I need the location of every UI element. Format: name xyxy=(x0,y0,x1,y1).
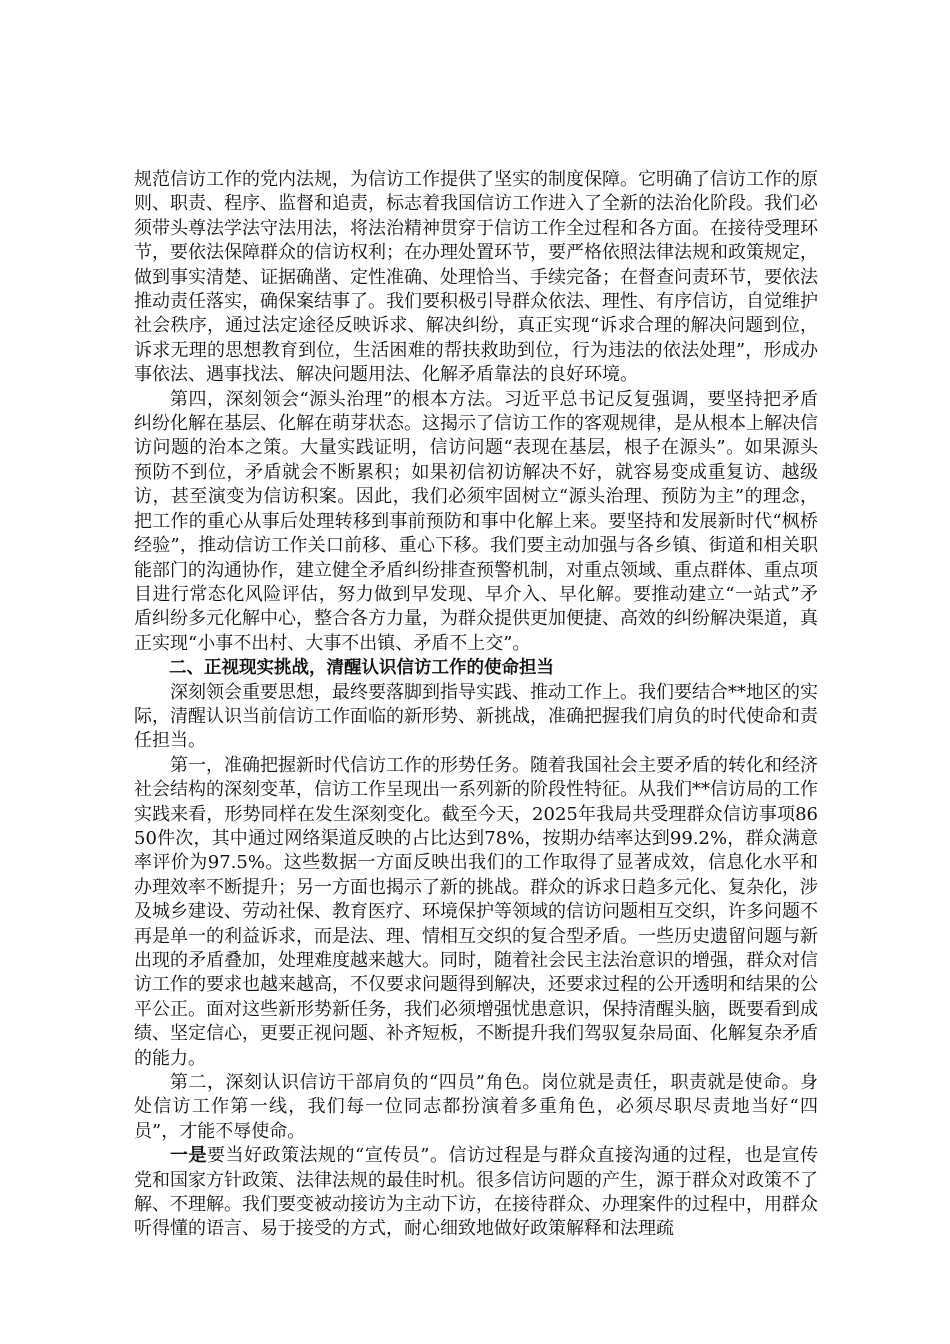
paragraph-source-governance: 第四，深刻领会“源头治理”的根本方法。习近平总书记反复强调，要坚持把矛盾纠纷化解在基层、化解在萌芽状态。这揭示了信访工作的客观规律，是从根本上解决信访问题的治本之策。大量实践证明，信访问题“表现在基层，根子在源头”。如果源头预防不到位，矛盾就会不断累积；如果初信初访解决不好，就容易变成重复访、越级访，甚至演变为信访积案。因此，我们必须牢固树立“源头治理、预防为主”的理念，把工作的重心从事后处理转移到事前预防和事中化解上来。要坚持和发展新时代“枫桥经验”，推动信访工作关口前移、重心下移。我们要主动加强与各乡镇、街道和相关职能部门的沟通协作，建立健全矛盾纠纷排查预警机制，对重点领域、重点群体、重点项目进行常态化风险评估，努力做到早发现、早介入、早化解。要推动建立“一站式”矛盾纠纷多元化解中心，整合各方力量，为群众提供更加便捷、高效的纠纷解决渠道，真正实现“小事不出村、大事不出镇、矛盾不上交”。 xyxy=(134,388,818,654)
document-page xyxy=(134,168,818,1242)
paragraph-role-one xyxy=(134,1144,818,1242)
paragraph-situation-tasks: 第一，准确把握新时代信访工作的形势任务。随着我国社会主要矛盾的转化和经济社会结构的深刻变革，信访工作呈现出一系列新的阶段性特征。从我们**信访局的工作实践来看，形势同样在发生深刻变化。截至今天，2025年我局共受理群众信访事项8650件次，其中通过网络渠道反映的占比达到78%，按期办结率达到99.2%，群众满意率评价为97.5%。这些数据一方面反映出我们的工作取得了显著成效，信息化水平和办理效率不断提升；另一方面也揭示了新的挑战。群众的诉求日趋多元化、复杂化，涉及城乡建设、劳动社保、教育医疗、环境保护等领域的信访问题相互交织，许多问题不再是单一的利益诉求，而是法、理、情相互交织的复合型矛盾。一些历史遗留问题与新出现的矛盾叠加，处理难度越来越大。同时，随着社会民主法治意识的增强，群众对信访工作的要求也越来越高，不仅要求问题得到解决，还要求过程的公开透明和结果的公平公正。面对这些新形势新任务，我们必须增强忧患意识，保持清醒头脑，既要看到成绩、坚定信心，更要正视问题、补齐短板，不断提升我们驾驭复杂局面、化解复杂矛盾的能力。 xyxy=(134,754,818,1069)
paragraph-four-roles: 第二，深刻认识信访干部肩负的“四员”角色。岗位就是责任，职责就是使命。身处信访工作第一线，我们每一位同志都扮演着多重角色，必须尽职尽责地当好“四员”，才能不辱使命。 xyxy=(134,1072,818,1142)
paragraph-lead-marker: 一是 xyxy=(170,1145,208,1167)
paragraph-rule-of-law: 规范信访工作的党内法规，为信访工作提供了坚实的制度保障。它明确了信访工作的原则、职责、程序、监督和追责，标志着我国信访工作进入了全新的法治化阶段。我们必须带头尊法学法守法用法，将法治精神贯穿于信访工作全过程和各方面。在接待受理环节，要依法保障群众的信访权利；在办理处置环节，要严格依照法律法规和政策规定，做到事实清楚、证据确凿、定性准确、处理恰当、手续完备；在督查问责环节，要依法推动责任落实，确保案结事了。我们要积极引导群众依法、理性、有序信访，自觉维护社会秩序，通过法定途径反映诉求、解决纠纷，真正实现“诉求合理的解决问题到位，诉求无理的思想教育到位，生活困难的帮扶救助到位，行为违法的依法处理”，形成办事依法、遇事找法、解决问题用法、化解矛盾靠法的良好环境。 xyxy=(134,169,818,386)
section-heading-two: 二、正视现实挑战，清醒认识信访工作的使命担当 xyxy=(169,658,554,679)
paragraph-role-one-text: 要当好政策法规的“宣传员”。信访过程是与群众直接沟通的过程，也是宣传党和国家方针政策、法律法规的最佳时机。很多信访问题的产生，源于群众对政策不了解、不理解。我们要变被动接访为主动下访，在接待群众、办理案件的过程中，用群众听得懂的语言、易于接受的方式，耐心细致地做好政策解释和法理疏 xyxy=(134,1145,819,1240)
paragraph-section-intro: 深刻领会重要思想，最终要落脚到指导实践、推动工作上。我们要结合**地区的实际，清醒认识当前信访工作面临的新形势、新挑战，准确把握我们肩负的时代使命和责任担当。 xyxy=(134,681,818,752)
